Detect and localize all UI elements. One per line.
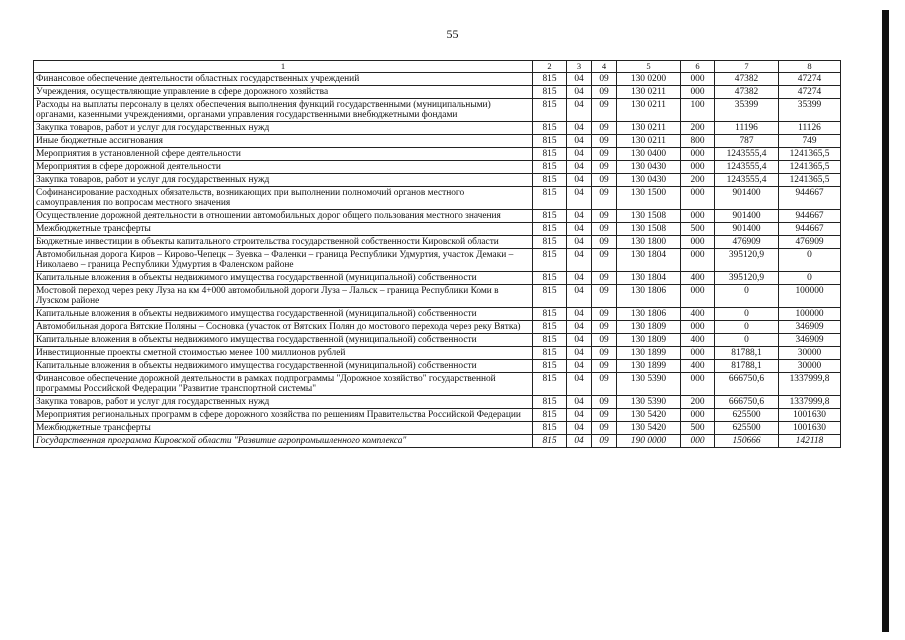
cell-section: 04 (567, 396, 592, 409)
cell-amount-year-1: 1243555,4 (715, 161, 779, 174)
cell-section: 04 (567, 174, 592, 187)
cell-expense-type: 000 (681, 249, 715, 272)
cell-subsection: 09 (592, 187, 617, 210)
table-row (34, 122, 841, 135)
cell-ministry-code: 815 (533, 360, 567, 373)
row-name: Финансовое обеспечение дорожной деятельности в рамках подпрограммы "Дорожное хозяйство" государственной программы Российской Федерации "Развитие транспортной системы" (34, 373, 533, 396)
cell-expense-type: 000 (681, 373, 715, 396)
cell-target-article: 130 1899 (617, 347, 681, 360)
cell-amount-year-2: 47274 (779, 73, 841, 86)
cell-amount-year-2: 749 (779, 135, 841, 148)
table-row (34, 347, 841, 360)
table-row (34, 249, 841, 272)
table-row (34, 161, 841, 174)
cell-subsection: 09 (592, 409, 617, 422)
row-name: Закупка товаров, работ и услуг для государственных нужд (34, 122, 533, 135)
cell-expense-type: 200 (681, 174, 715, 187)
cell-amount-year-1: 47382 (715, 86, 779, 99)
table-row (34, 285, 841, 308)
row-name: Капитальные вложения в объекты недвижимого имущества государственной (муниципальной) собственности (34, 334, 533, 347)
cell-amount-year-1: 150666 (715, 435, 779, 448)
table-row (34, 308, 841, 321)
row-name: Расходы на выплаты персоналу в целях обеспечения выполнения функций государственными (муниципальными) органами, казенными учреждениями, органами управления государственными внебюджетными фондами (34, 99, 533, 122)
cell-ministry-code: 815 (533, 148, 567, 161)
cell-subsection: 09 (592, 422, 617, 435)
cell-amount-year-2: 1241365,5 (779, 148, 841, 161)
cell-ministry-code: 815 (533, 249, 567, 272)
row-name: Автомобильная дорога Вятские Поляны – Сосновка (участок от Вятских Полян до мостового перехода через реку Вятка) (34, 321, 533, 334)
cell-amount-year-2: 100000 (779, 308, 841, 321)
column-header: 2 (533, 61, 567, 73)
cell-amount-year-2: 1337999,8 (779, 396, 841, 409)
cell-amount-year-1: 476909 (715, 236, 779, 249)
cell-amount-year-2: 1001630 (779, 422, 841, 435)
cell-expense-type: 500 (681, 422, 715, 435)
cell-expense-type: 200 (681, 396, 715, 409)
table-row (34, 422, 841, 435)
cell-expense-type: 000 (681, 148, 715, 161)
cell-section: 04 (567, 409, 592, 422)
row-name: Капитальные вложения в объекты недвижимого имущества государственной (муниципальной) собственности (34, 272, 533, 285)
cell-subsection: 09 (592, 435, 617, 448)
row-name: Финансовое обеспечение деятельности областных государственных учреждений (34, 73, 533, 86)
cell-section: 04 (567, 86, 592, 99)
cell-amount-year-1: 47382 (715, 73, 779, 86)
column-header: 5 (617, 61, 681, 73)
cell-ministry-code: 815 (533, 174, 567, 187)
table-row (34, 210, 841, 223)
cell-ministry-code: 815 (533, 161, 567, 174)
cell-amount-year-1: 0 (715, 308, 779, 321)
cell-amount-year-2: 944667 (779, 210, 841, 223)
cell-target-article: 130 1804 (617, 249, 681, 272)
cell-expense-type: 400 (681, 272, 715, 285)
row-name: Мероприятия региональных программ в сфере дорожного хозяйства по решениям Правительства Российской Федерации (34, 409, 533, 422)
cell-target-article: 130 0211 (617, 86, 681, 99)
cell-expense-type: 000 (681, 435, 715, 448)
cell-ministry-code: 815 (533, 73, 567, 86)
row-name: Капитальные вложения в объекты недвижимого имущества государственной (муниципальной) собственности (34, 308, 533, 321)
table-row (34, 360, 841, 373)
cell-target-article: 130 1804 (617, 272, 681, 285)
table-row (34, 135, 841, 148)
table-row (34, 174, 841, 187)
cell-expense-type: 000 (681, 285, 715, 308)
cell-amount-year-1: 625500 (715, 422, 779, 435)
cell-target-article: 130 5420 (617, 409, 681, 422)
cell-target-article: 130 0430 (617, 161, 681, 174)
cell-amount-year-1: 1243555,4 (715, 174, 779, 187)
cell-ministry-code: 815 (533, 99, 567, 122)
row-name: Мероприятия в сфере дорожной деятельности (34, 161, 533, 174)
cell-section: 04 (567, 308, 592, 321)
row-name: Учреждения, осуществляющие управление в сфере дорожного хозяйства (34, 86, 533, 99)
cell-subsection: 09 (592, 373, 617, 396)
table-header-row (34, 61, 841, 73)
cell-amount-year-2: 346909 (779, 321, 841, 334)
cell-amount-year-2: 1241365,5 (779, 174, 841, 187)
cell-section: 04 (567, 373, 592, 396)
cell-section: 04 (567, 334, 592, 347)
cell-ministry-code: 815 (533, 285, 567, 308)
table-row (34, 73, 841, 86)
row-name: Иные бюджетные ассигнования (34, 135, 533, 148)
cell-amount-year-1: 81788,1 (715, 360, 779, 373)
cell-section: 04 (567, 148, 592, 161)
cell-section: 04 (567, 135, 592, 148)
cell-section: 04 (567, 99, 592, 122)
table-row (34, 409, 841, 422)
table-row (34, 396, 841, 409)
table-row (34, 435, 841, 448)
row-name: Мостовой переход через реку Луза на км 4+000 автомобильной дороги Луза – Лальск – граница Республики Коми в Лузском районе (34, 285, 533, 308)
table-row (34, 373, 841, 396)
cell-amount-year-1: 625500 (715, 409, 779, 422)
cell-expense-type: 000 (681, 210, 715, 223)
cell-amount-year-2: 0 (779, 249, 841, 272)
row-name: Государственная программа Кировской области "Развитие агропромышленного комплекса" (34, 435, 533, 448)
cell-amount-year-2: 100000 (779, 285, 841, 308)
cell-ministry-code: 815 (533, 135, 567, 148)
cell-subsection: 09 (592, 236, 617, 249)
cell-ministry-code: 815 (533, 272, 567, 285)
cell-ministry-code: 815 (533, 396, 567, 409)
cell-target-article: 130 1500 (617, 187, 681, 210)
cell-expense-type: 000 (681, 347, 715, 360)
cell-expense-type: 400 (681, 360, 715, 373)
table-row (34, 223, 841, 236)
table-row (34, 86, 841, 99)
cell-section: 04 (567, 73, 592, 86)
cell-expense-type: 200 (681, 122, 715, 135)
cell-amount-year-1: 901400 (715, 187, 779, 210)
cell-amount-year-1: 395120,9 (715, 272, 779, 285)
column-header: 6 (681, 61, 715, 73)
row-name: Закупка товаров, работ и услуг для государственных нужд (34, 396, 533, 409)
cell-ministry-code: 815 (533, 334, 567, 347)
cell-subsection: 09 (592, 360, 617, 373)
cell-subsection: 09 (592, 334, 617, 347)
cell-expense-type: 000 (681, 187, 715, 210)
cell-ministry-code: 815 (533, 236, 567, 249)
cell-amount-year-1: 35399 (715, 99, 779, 122)
cell-amount-year-2: 30000 (779, 347, 841, 360)
cell-target-article: 130 0211 (617, 99, 681, 122)
cell-target-article: 130 0211 (617, 135, 681, 148)
table-row (34, 321, 841, 334)
cell-target-article: 130 0430 (617, 174, 681, 187)
cell-ministry-code: 815 (533, 223, 567, 236)
budget-table (33, 60, 841, 448)
cell-section: 04 (567, 272, 592, 285)
cell-target-article: 130 5420 (617, 422, 681, 435)
cell-section: 04 (567, 285, 592, 308)
cell-subsection: 09 (592, 321, 617, 334)
cell-subsection: 09 (592, 285, 617, 308)
cell-subsection: 09 (592, 174, 617, 187)
cell-target-article: 130 1800 (617, 236, 681, 249)
cell-expense-type: 000 (681, 409, 715, 422)
cell-section: 04 (567, 321, 592, 334)
page-number: 55 (446, 27, 459, 41)
cell-ministry-code: 815 (533, 373, 567, 396)
cell-target-article: 130 1809 (617, 334, 681, 347)
cell-target-article: 130 5390 (617, 396, 681, 409)
cell-target-article: 130 0200 (617, 73, 681, 86)
cell-target-article: 190 0000 (617, 435, 681, 448)
cell-amount-year-1: 0 (715, 285, 779, 308)
cell-amount-year-2: 944667 (779, 187, 841, 210)
cell-section: 04 (567, 161, 592, 174)
cell-amount-year-2: 346909 (779, 334, 841, 347)
column-header: 1 (34, 61, 533, 73)
row-name: Межбюджетные трансферты (34, 422, 533, 435)
cell-target-article: 130 1806 (617, 308, 681, 321)
cell-subsection: 09 (592, 308, 617, 321)
cell-expense-type: 800 (681, 135, 715, 148)
cell-target-article: 130 1899 (617, 360, 681, 373)
cell-section: 04 (567, 223, 592, 236)
cell-subsection: 09 (592, 396, 617, 409)
row-name: Закупка товаров, работ и услуг для государственных нужд (34, 174, 533, 187)
cell-subsection: 09 (592, 148, 617, 161)
cell-amount-year-1: 666750,6 (715, 373, 779, 396)
cell-expense-type: 400 (681, 308, 715, 321)
cell-amount-year-2: 1241365,5 (779, 161, 841, 174)
cell-amount-year-2: 944667 (779, 223, 841, 236)
cell-subsection: 09 (592, 272, 617, 285)
cell-section: 04 (567, 249, 592, 272)
cell-subsection: 09 (592, 86, 617, 99)
cell-ministry-code: 815 (533, 308, 567, 321)
cell-subsection: 09 (592, 249, 617, 272)
row-name: Межбюджетные трансферты (34, 223, 533, 236)
row-name: Осуществление дорожной деятельности в отношении автомобильных дорог общего пользования местного значения (34, 210, 533, 223)
cell-target-article: 130 1806 (617, 285, 681, 308)
scan-edge-bar (882, 10, 889, 632)
cell-target-article: 130 1508 (617, 210, 681, 223)
cell-amount-year-2: 30000 (779, 360, 841, 373)
cell-expense-type: 000 (681, 236, 715, 249)
cell-amount-year-2: 0 (779, 272, 841, 285)
cell-subsection: 09 (592, 99, 617, 122)
cell-amount-year-1: 11196 (715, 122, 779, 135)
cell-amount-year-2: 35399 (779, 99, 841, 122)
cell-section: 04 (567, 422, 592, 435)
row-name: Автомобильная дорога Киров – Кирово-Чепецк – Зуевка – Фаленки – граница Республики Удмуртия, участок Демаки – Николаево – граница Республики Удмуртия в Фаленском районе (34, 249, 533, 272)
cell-section: 04 (567, 187, 592, 210)
cell-section: 04 (567, 210, 592, 223)
row-name: Инвестиционные проекты сметной стоимостью менее 100 миллионов рублей (34, 347, 533, 360)
cell-expense-type: 100 (681, 99, 715, 122)
cell-ministry-code: 815 (533, 86, 567, 99)
cell-amount-year-1: 1243555,4 (715, 148, 779, 161)
cell-expense-type: 000 (681, 321, 715, 334)
column-header: 8 (779, 61, 841, 73)
cell-amount-year-2: 47274 (779, 86, 841, 99)
cell-section: 04 (567, 360, 592, 373)
cell-ministry-code: 815 (533, 210, 567, 223)
cell-amount-year-1: 901400 (715, 210, 779, 223)
cell-target-article: 130 1508 (617, 223, 681, 236)
column-header: 7 (715, 61, 779, 73)
cell-target-article: 130 0400 (617, 148, 681, 161)
cell-amount-year-1: 787 (715, 135, 779, 148)
cell-amount-year-2: 11126 (779, 122, 841, 135)
cell-amount-year-2: 1337999,8 (779, 373, 841, 396)
row-name: Капитальные вложения в объекты недвижимого имущества государственной (муниципальной) собственности (34, 360, 533, 373)
row-name: Мероприятия в установленной сфере деятельности (34, 148, 533, 161)
table-row (34, 334, 841, 347)
cell-ministry-code: 815 (533, 409, 567, 422)
cell-expense-type: 400 (681, 334, 715, 347)
cell-expense-type: 000 (681, 86, 715, 99)
cell-ministry-code: 815 (533, 435, 567, 448)
cell-amount-year-1: 0 (715, 321, 779, 334)
cell-amount-year-2: 476909 (779, 236, 841, 249)
cell-amount-year-1: 0 (715, 334, 779, 347)
cell-subsection: 09 (592, 161, 617, 174)
row-name: Софинансирование расходных обязательств, возникающих при выполнении полномочий органов местного самоуправления по вопросам местного значения (34, 187, 533, 210)
table-body (34, 73, 841, 448)
table-row (34, 148, 841, 161)
cell-ministry-code: 815 (533, 422, 567, 435)
cell-ministry-code: 815 (533, 347, 567, 360)
table-row (34, 272, 841, 285)
cell-section: 04 (567, 347, 592, 360)
cell-subsection: 09 (592, 73, 617, 86)
column-header: 3 (567, 61, 592, 73)
cell-target-article: 130 1809 (617, 321, 681, 334)
cell-subsection: 09 (592, 122, 617, 135)
cell-section: 04 (567, 122, 592, 135)
cell-amount-year-1: 901400 (715, 223, 779, 236)
cell-subsection: 09 (592, 210, 617, 223)
cell-ministry-code: 815 (533, 187, 567, 210)
cell-target-article: 130 0211 (617, 122, 681, 135)
cell-amount-year-1: 395120,9 (715, 249, 779, 272)
table-row (34, 99, 841, 122)
column-header: 4 (592, 61, 617, 73)
cell-expense-type: 000 (681, 161, 715, 174)
cell-section: 04 (567, 236, 592, 249)
cell-section: 04 (567, 435, 592, 448)
cell-ministry-code: 815 (533, 122, 567, 135)
cell-expense-type: 000 (681, 73, 715, 86)
cell-amount-year-2: 142118 (779, 435, 841, 448)
table-row (34, 236, 841, 249)
cell-target-article: 130 5390 (617, 373, 681, 396)
cell-subsection: 09 (592, 135, 617, 148)
cell-subsection: 09 (592, 223, 617, 236)
cell-ministry-code: 815 (533, 321, 567, 334)
row-name: Бюджетные инвестиции в объекты капитального строительства государственной собственности Кировской области (34, 236, 533, 249)
cell-amount-year-1: 666750,6 (715, 396, 779, 409)
cell-amount-year-2: 1001630 (779, 409, 841, 422)
cell-expense-type: 500 (681, 223, 715, 236)
cell-amount-year-1: 81788,1 (715, 347, 779, 360)
cell-subsection: 09 (592, 347, 617, 360)
table-row (34, 187, 841, 210)
